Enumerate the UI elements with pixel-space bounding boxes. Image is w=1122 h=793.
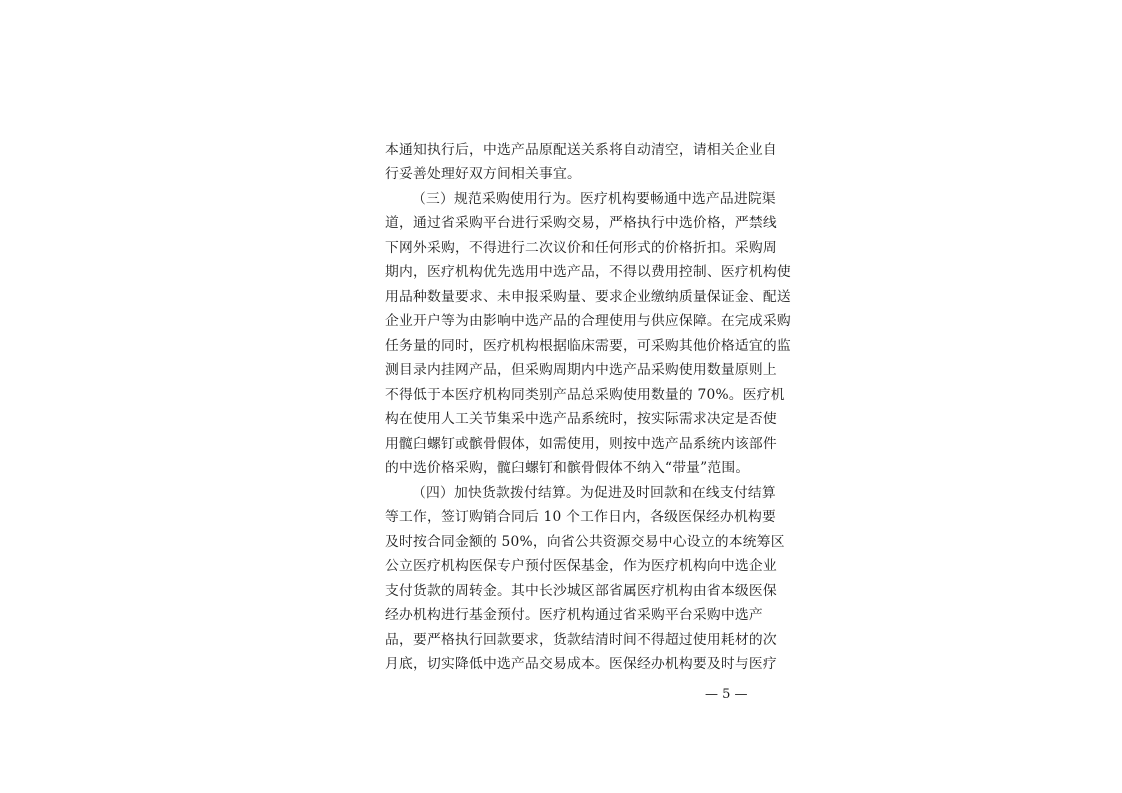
text-line: 行妥善处理好双方间相关事宜。 bbox=[385, 166, 581, 182]
text-line: 企业开户等为由影响中选产品的合理使用与供应保障。在完成采购 bbox=[385, 313, 791, 329]
text-line: 构在使用人工关节集采中选产品系统时，按实际需求决定是否使 bbox=[385, 411, 777, 427]
text-line: 支付货款的周转金。其中长沙城区部省属医疗机构由省本级医保 bbox=[385, 583, 777, 599]
text-line: 等工作，签订购销合同后 10 个工作日内，各级医保经办机构要 bbox=[385, 509, 777, 525]
page-number: — 5 — bbox=[705, 687, 748, 702]
text-line: 期内，医疗机构优先选用中选产品，不得以费用控制、医疗机构使 bbox=[385, 264, 791, 280]
text-line: 测目录内挂网产品，但采购周期内中选产品采购使用数量原则上 bbox=[385, 362, 777, 378]
text-line: 公立医疗机构医保专户预付医保基金，作为医疗机构向中选企业 bbox=[385, 558, 777, 574]
text-line: 用品种数量要求、未申报采购量、要求企业缴纳质量保证金、配送 bbox=[385, 289, 791, 305]
text-line: 品，要严格执行回款要求，货款结清时间不得超过使用耗材的次 bbox=[385, 632, 777, 648]
text-line: 本通知执行后，中选产品原配送关系将自动清空，请相关企业自 bbox=[385, 142, 777, 158]
text-line: 道，通过省采购平台进行采购交易，严格执行中选价格，严禁线 bbox=[385, 215, 777, 231]
text-line: 下网外采购，不得进行二次议价和任何形式的价格折扣。采购周 bbox=[385, 240, 777, 256]
text-line: 经办机构进行基金预付。医疗机构通过省采购平台采购中选产 bbox=[385, 607, 763, 623]
text-line: 任务量的同时，医疗机构根据临床需要，可采购其他价格适宜的监 bbox=[385, 338, 791, 354]
text-line: 用髋臼螺钉或髌骨假体，如需使用，则按中选产品系统内该部件 bbox=[385, 436, 777, 452]
text-line: 及时按合同金额的 50%，向省公共资源交易中心设立的本统筹区 bbox=[385, 534, 785, 550]
text-line: 不得低于本医疗机构同类别产品总采购使用数量的 70%。医疗机 bbox=[385, 387, 785, 403]
text-line: 的中选价格采购，髋臼螺钉和髌骨假体不纳入“带量”范围。 bbox=[385, 460, 750, 476]
section-heading-line: （三）规范采购使用行为。医疗机构要畅通中选产品进院渠 bbox=[412, 191, 776, 207]
section-heading-line: （四）加快货款拨付结算。为促进及时回款和在线支付结算 bbox=[412, 485, 776, 501]
text-line: 月底，切实降低中选产品交易成本。医保经办机构要及时与医疗 bbox=[385, 656, 777, 672]
